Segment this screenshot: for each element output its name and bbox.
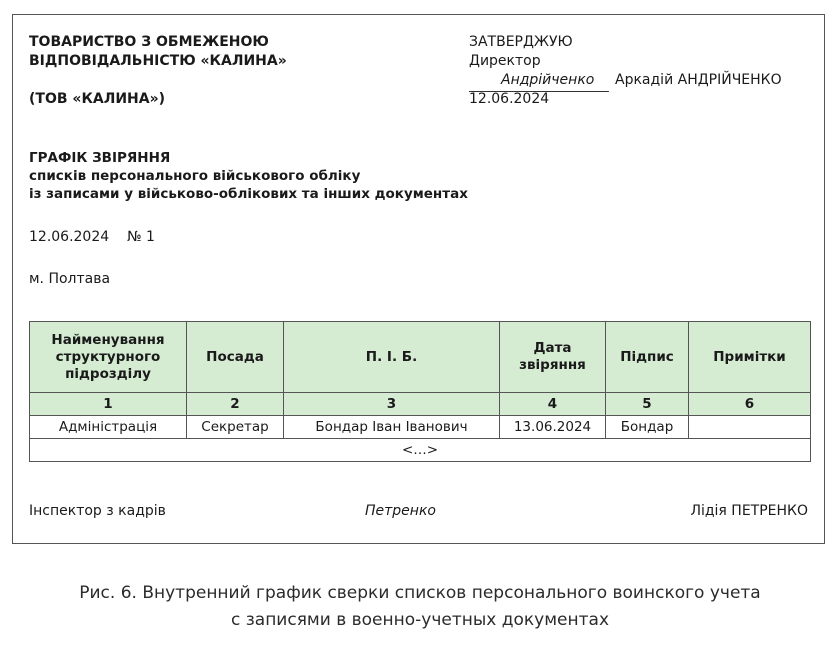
approval-position: Директор <box>469 53 541 69</box>
caption-line-2: с записями в военно-учетных документах <box>230 610 610 630</box>
column-header: Найменування структурного підрозділу <box>30 322 187 393</box>
document-subtitle-2: із записами у військово-облікових та інших документах <box>29 186 468 202</box>
table-header-row <box>30 322 811 393</box>
table-ellipsis-row <box>30 439 811 462</box>
column-header: Дата звіряння <box>500 322 606 393</box>
document-title-block <box>29 149 468 203</box>
caption-line-1: Рис. 6. Внутренний график сверки списков персонального воинского учета <box>79 583 761 603</box>
organization-block <box>29 33 287 109</box>
organization-short-name: (ТОВ «КАЛИНА») <box>29 91 166 107</box>
approval-name: Аркадій АНДРІЙЧЕНКО <box>615 72 782 88</box>
reconciliation-table <box>29 321 811 462</box>
approval-title: ЗАТВЕРДЖУЮ <box>469 34 573 50</box>
approval-block <box>469 33 782 109</box>
column-number: 2 <box>187 393 284 416</box>
footer-signature: Петренко <box>365 503 436 519</box>
footer-position: Інспектор з кадрів <box>29 503 166 519</box>
column-header: Підпис <box>606 322 689 393</box>
column-header: Посада <box>187 322 284 393</box>
approval-signature-line <box>469 91 609 92</box>
document-date-number: 12.06.2024 № 1 <box>29 229 155 245</box>
table-ellipsis: <…> <box>30 439 811 462</box>
column-number: 5 <box>606 393 689 416</box>
figure-caption <box>0 580 840 634</box>
column-number: 4 <box>500 393 606 416</box>
organization-name-line1: ТОВАРИСТВО З ОБМЕЖЕНОЮ <box>29 34 269 50</box>
organization-name-line2: ВІДПОВІДАЛЬНІСТЮ «КАЛИНА» <box>29 53 287 69</box>
column-number: 1 <box>30 393 187 416</box>
column-header: П. І. Б. <box>284 322 500 393</box>
table-number-row <box>30 393 811 416</box>
document-subtitle-1: списків персонального військового обліку <box>29 168 361 184</box>
document-place: м. Полтава <box>29 271 111 287</box>
column-number: 6 <box>689 393 811 416</box>
table-cell: Адміністрація <box>30 416 187 439</box>
column-number: 3 <box>284 393 500 416</box>
approval-date: 12.06.2024 <box>469 91 550 107</box>
footer-name: Лідія ПЕТРЕНКО <box>690 503 808 519</box>
table-cell: Бондар <box>606 416 689 439</box>
column-header: Примітки <box>689 322 811 393</box>
table-cell: 13.06.2024 <box>500 416 606 439</box>
approval-signature: Андрійченко <box>501 72 595 88</box>
table-cell <box>689 416 811 439</box>
table-cell: Бондар Іван Іванович <box>284 416 500 439</box>
table-cell: Секретар <box>187 416 284 439</box>
document-frame <box>12 14 825 544</box>
document-title: ГРАФІК ЗВІРЯННЯ <box>29 150 171 166</box>
table-row <box>30 416 811 439</box>
